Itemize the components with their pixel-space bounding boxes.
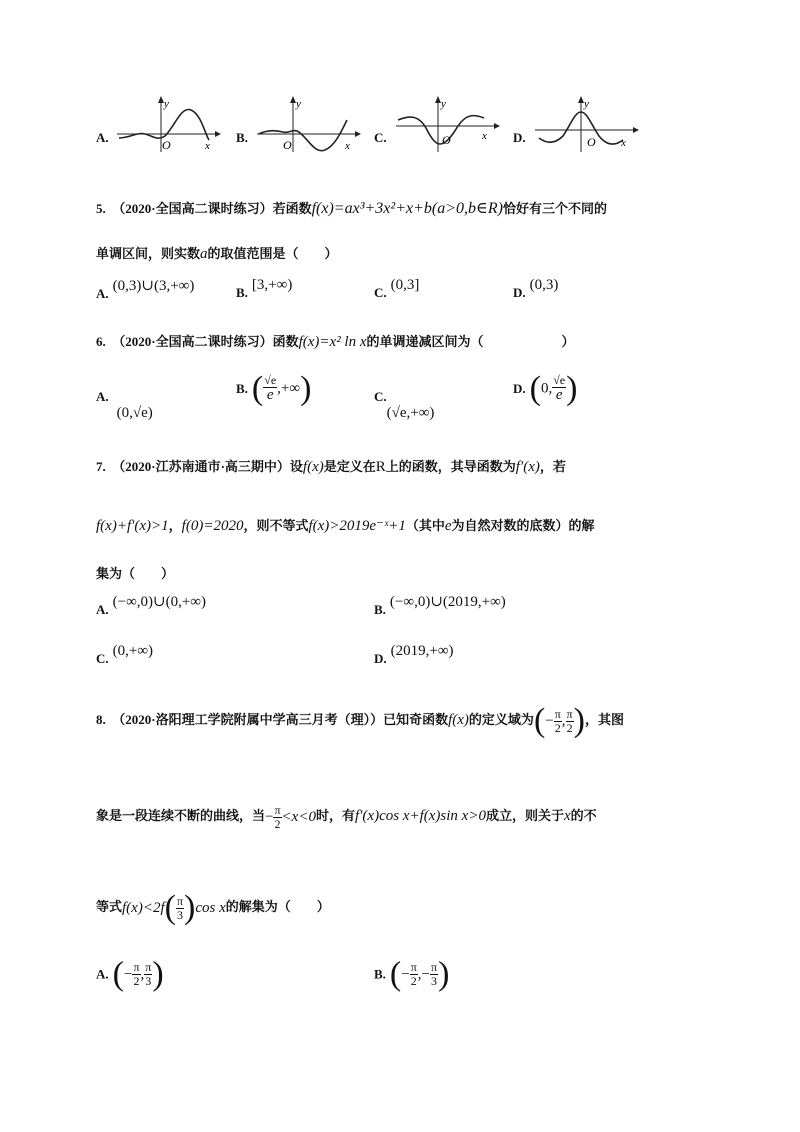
q6-option-c[interactable]	[374, 388, 438, 421]
q5-var-a: a	[200, 246, 208, 262]
q6-option-b-lparen: (	[251, 370, 264, 407]
q5-option-d-letter: D.	[513, 285, 526, 300]
option-d-label[interactable]: D.	[513, 130, 526, 145]
q8-ineq-frac-den: 3	[176, 907, 183, 922]
graph-a-y-label: y	[164, 98, 169, 110]
q5-option-c[interactable]	[374, 276, 420, 300]
q8-dom-frac-2-den: 2	[566, 720, 573, 735]
q6-option-b-num: √e	[264, 373, 277, 388]
q7-mid4: ，则不等式	[243, 518, 309, 533]
q8-option-a-letter: A.	[96, 966, 109, 982]
q7-option-b-value: (−∞,0)∪(2019,+∞)	[389, 594, 506, 610]
q8-dom-frac-2	[566, 708, 574, 734]
q8-option-b-frac-1-num: π	[410, 960, 417, 975]
q7-comma: ，	[168, 518, 182, 533]
q6-prefix: 6. （2020·全国高二课时练习）函数	[96, 334, 299, 349]
q8-line2-c: 成立，则关于	[485, 808, 564, 823]
graph-b[interactable]	[255, 96, 361, 154]
option-b-label[interactable]: B.	[236, 130, 248, 145]
q5-option-b[interactable]	[236, 276, 293, 300]
q5-prefix: 5. （2020·全国高二课时练习）若函数	[96, 201, 312, 216]
q7-option-b-letter: B.	[374, 602, 386, 617]
graph-c-origin: O	[442, 133, 451, 147]
q7-option-b[interactable]	[374, 592, 506, 617]
q6-option-b-letter: B.	[236, 381, 248, 396]
q8-line3-a: 等式	[96, 899, 123, 914]
q8-dom-frac-1	[554, 708, 562, 734]
q8-option-a-frac-1	[132, 961, 140, 987]
q7-option-a-value: (−∞,0)∪(0,+∞)	[112, 594, 206, 610]
q6-option-a-letter: A.	[96, 389, 109, 404]
q8-line2-b: 时，有	[315, 808, 355, 823]
q6-option-c-letter: C.	[374, 389, 387, 404]
q5-line2-a: 单调区间，则实数	[96, 246, 201, 261]
q6-option-b-fraction	[263, 374, 277, 403]
q6-line1	[96, 331, 575, 351]
q8-cond-frac	[273, 804, 281, 830]
q8-cond-frac-num: π	[274, 802, 281, 817]
q5-option-c-letter: C.	[374, 285, 387, 300]
graph-c[interactable]	[394, 96, 500, 154]
graph-c-y-label: y	[441, 98, 446, 110]
graph-d-origin: O	[587, 135, 596, 149]
graph-d-x-label: x	[621, 137, 626, 149]
q5-option-b-value: [3,+∞)	[251, 277, 293, 293]
q8-option-a-neg: −	[123, 966, 133, 983]
q5-line2	[96, 243, 338, 263]
q6-option-b-den: e	[266, 386, 274, 403]
q6-option-b-rparen: )	[300, 370, 312, 407]
q7-cond2: f(0)=2020	[181, 518, 244, 534]
q7-option-c-letter: C.	[96, 651, 109, 666]
q5-option-d-value: (0,3)	[529, 277, 559, 293]
q8-line3	[96, 882, 330, 932]
graph-c-x-label: x	[482, 130, 487, 142]
q8-option-a-lparen: (	[112, 955, 124, 993]
q8-option-b-letter: B.	[374, 966, 386, 982]
q8-ineq-rparen: )	[184, 889, 196, 927]
q8-ineq-lparen: (	[164, 889, 176, 927]
q5-option-c-value: (0,3]	[390, 277, 420, 293]
q6-option-d-fraction	[552, 374, 566, 403]
q8-x: x	[563, 808, 571, 824]
q8-option-b-rparen: )	[438, 955, 450, 993]
option-a-label[interactable]: A.	[96, 130, 109, 145]
q8-ineq-a: f(x)<2f	[122, 900, 165, 917]
q5-option-d[interactable]	[513, 276, 559, 300]
q7-option-d[interactable]	[374, 642, 454, 666]
q7-line2	[96, 515, 595, 535]
graph-d[interactable]	[533, 96, 639, 154]
q8-option-b-lparen: (	[389, 955, 402, 993]
q8-fx: f(x)	[448, 712, 469, 728]
q7-e: e	[444, 518, 452, 534]
q8-ineq-frac-num: π	[176, 893, 184, 908]
q7-option-d-letter: D.	[374, 651, 387, 666]
q7-R: R	[375, 459, 386, 475]
q7-prefix: 7. （2020·江苏南通市·高三期中）设	[96, 459, 303, 474]
q8-line1	[96, 696, 624, 744]
graph-a-origin: O	[162, 138, 171, 152]
q8-option-a[interactable]	[96, 950, 164, 998]
graph-b-origin: O	[283, 138, 292, 152]
q5-option-a[interactable]	[96, 276, 195, 301]
q7-fpx: f′(x)	[515, 459, 540, 475]
q8-cond-rest: <x<0	[281, 809, 316, 826]
q5-line1	[96, 198, 607, 218]
q5-line2-b: 的取值范围是（ ）	[207, 246, 338, 261]
q6-suffix: 的单调递减区间为（ ）	[366, 334, 575, 349]
q6-option-d-rparen: )	[566, 370, 578, 407]
q8-option-b-frac-1	[410, 961, 418, 987]
q8-dom-frac-1-den: 2	[554, 720, 561, 735]
q6-option-d-den: e	[555, 386, 563, 403]
q8-dom-sep: ,	[561, 713, 566, 730]
q8-option-b-frac-2-den: 3	[431, 973, 438, 988]
q7-mid5: （其中	[405, 518, 445, 533]
q8-line2-a: 象是一段连续不断的曲线，当	[96, 808, 266, 823]
q8-option-a-sep: ,	[140, 966, 145, 983]
q6-option-d-pre: 0,	[540, 380, 553, 397]
q5-formula: f(x)=ax³+3x²+x+b(a>0,b∈R)	[311, 200, 503, 217]
q8-mid2: ，其图	[584, 712, 624, 727]
q8-option-a-rparen: )	[152, 955, 164, 993]
q7-cond1: f(x)+f′(x)>1	[96, 518, 169, 534]
q7-line1	[96, 456, 566, 476]
q7-option-a-letter: A.	[96, 602, 109, 617]
q7-ineq: f(x)>2019e⁻ˣ+1	[308, 518, 406, 534]
graph-a-x-label: x	[205, 140, 210, 152]
q7-option-c[interactable]	[96, 642, 154, 666]
q6-option-d-lparen: (	[529, 370, 541, 407]
graph-a[interactable]	[115, 96, 221, 154]
q7-mid1: 是定义在	[323, 459, 376, 474]
q7-option-d-value: (2019,+∞)	[390, 643, 454, 659]
q8-ineq-b: cos x	[195, 900, 226, 917]
q5-option-a-letter: A.	[96, 286, 109, 301]
q8-line2	[96, 792, 597, 840]
q8-mid1: 的定义域为	[468, 712, 534, 727]
q8-line2-d: 的不	[570, 808, 597, 823]
q8-option-a-frac-2-den: 3	[145, 973, 152, 988]
q5-option-b-letter: B.	[236, 285, 248, 300]
q7-option-a[interactable]	[96, 592, 206, 617]
q8-dom-neg: −	[545, 713, 554, 730]
q7-mid3: ，若	[539, 459, 566, 474]
q8-line3-b: 的解集为（ ）	[225, 899, 330, 914]
graph-b-y-label: y	[296, 98, 301, 110]
q6-option-d[interactable]	[513, 372, 577, 420]
q8-option-b-neg-1: −	[401, 966, 410, 983]
option-c-label[interactable]: C.	[374, 130, 387, 145]
q7-line3	[96, 563, 174, 582]
q8-expr: f′(x)cos x+f(x)sin x>0	[354, 808, 486, 824]
q6-option-a[interactable]	[96, 388, 153, 421]
q8-option-b-frac-1-den: 2	[410, 973, 417, 988]
q8-option-a-frac-1-num: π	[133, 960, 140, 975]
q6-option-a-value: (0,√e)	[116, 405, 153, 421]
q8-option-b-neg-2: −	[421, 966, 430, 983]
q5-suffix: 恰好有三个不同的	[502, 201, 607, 216]
q7-option-c-value: (0,+∞)	[112, 643, 154, 659]
graph-options-row	[0, 90, 800, 160]
q6-formula: f(x)=x² ln x	[298, 334, 367, 350]
q7-mid6: 为自然对数的底数）的解	[451, 518, 595, 533]
q8-dom-frac-2-num: π	[566, 706, 573, 721]
q8-ineq-frac	[176, 895, 184, 921]
q8-option-b-sep: ,	[417, 966, 422, 983]
graph-d-y-label: y	[584, 98, 589, 110]
q8-option-a-frac-1-den: 2	[133, 973, 140, 988]
q7-line3-text: 集为（ ）	[96, 566, 175, 581]
q8-cond-frac-den: 2	[274, 816, 281, 831]
q8-option-b[interactable]	[374, 950, 449, 998]
q6-option-b[interactable]	[236, 372, 311, 420]
q8-option-b-frac-2	[430, 961, 438, 987]
q7-fx: f(x)	[302, 459, 324, 475]
q8-dom-frac-1-num: π	[554, 706, 561, 721]
graph-b-x-label: x	[345, 140, 350, 152]
q6-option-c-value: (√e,+∞)	[386, 405, 435, 421]
q8-dom-lparen: (	[533, 702, 546, 740]
q8-prefix: 8. （2020·洛阳理工学院附属中学高三月考（理））已知奇函数	[96, 712, 449, 727]
q6-option-d-letter: D.	[513, 381, 526, 396]
q8-option-b-frac-2-num: π	[431, 960, 438, 975]
q7-mid2: 上的函数，其导函数为	[385, 459, 516, 474]
q6-option-d-num: √e	[553, 373, 566, 388]
q8-option-a-frac-2-num: π	[145, 960, 152, 975]
q8-cond-neg: −	[265, 809, 274, 826]
q6-option-b-rest: ,+∞	[277, 380, 301, 397]
q5-option-a-value: (0,3)∪(3,+∞)	[112, 278, 195, 294]
q8-dom-rparen: )	[573, 702, 585, 740]
